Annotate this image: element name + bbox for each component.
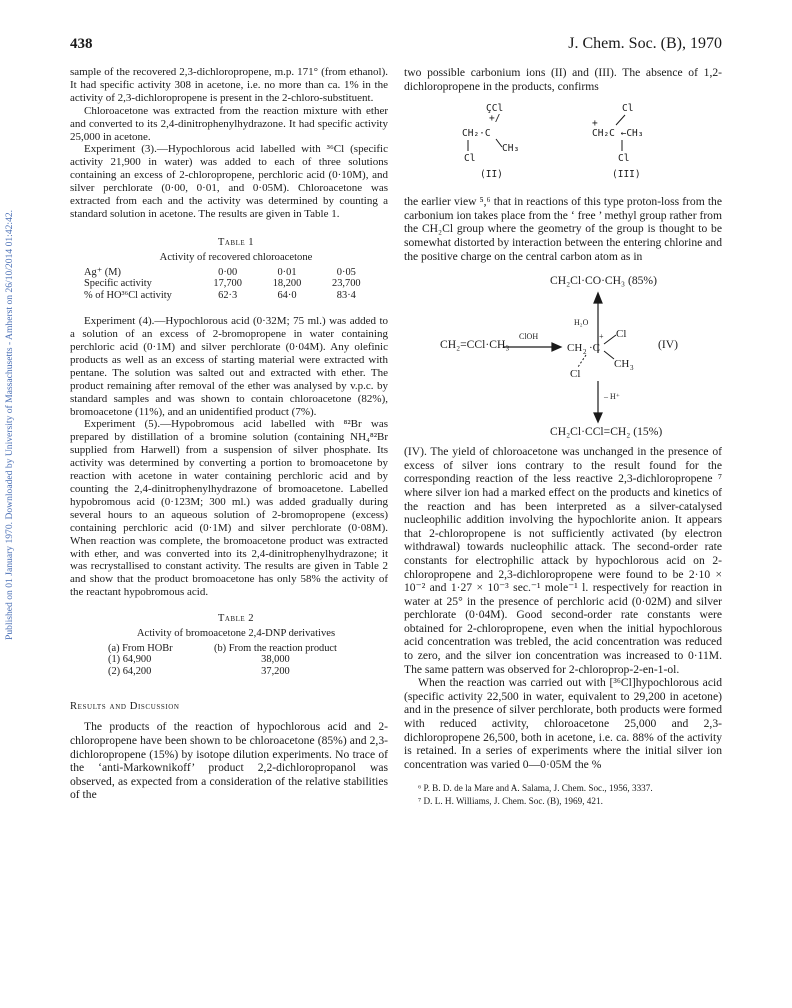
paragraph: Experiment (3).—Hypochlorous acid labelled with ³⁶Cl (specific activity 21,900 in water) was added to each of three solutions containing an excess of 2-chloropropene, perchloric acid (0·10M), and silver perchlorate (0·00, 0·01, and 0·05M). Chloroacetone was extracted from each and the activity was determined by counting a standard solution in acetone. The results are given in Table 1. <box>70 143 388 220</box>
table-row <box>104 643 341 655</box>
svg-text:+: + <box>599 332 604 342</box>
svg-text:CH₂C ←CH₃: CH₂C ←CH₃ <box>592 128 644 140</box>
svg-text:Cl: Cl <box>616 328 627 341</box>
table-cell: 0·00 <box>218 266 238 278</box>
paragraph: The products of the reaction of hypochlorous acid and 2-chloropropene have been shown to be chloroacetone (85%) and 2,3-dichloropropene (15%) by isotope dilution experiments. No trace of the ‘anti-Markownikoff’ product 2,2-dichloropropanol was observed, as expected from a consideration of the relative stabilities of the <box>70 720 388 802</box>
paragraph: Experiment (5).—Hypobromous acid labelled with ⁸²Br was prepared by distillation of a bromine solution (containing NH₄⁸²Br supplied from Harwell) from a suspension of silver phosphate. Its activity was determined by converting a portion to bromoacetone by reaction with acetone in water containing perchloric acid and by counting the 2,4-dinitrophenylhydrazone of bromoacetone. Labelled hypobromous acid (0·123M; 300 ml.) was added gradually during several hours to an aqueous solution of 2-bromopropene (excess) containing perchloric acid (0·1M) and silver perchlorate (0·08M). When reaction was complete, the bromoacetone product was extracted with ether, and was converted into its 2,4-dinitrophenylhydrazone; it was recrystallised to constant activity. The results are given in Table 2 and show that the product bromoacetone has only 58% the activity of the reactant hypobromous acid. <box>70 418 388 599</box>
table-2 <box>70 613 388 677</box>
table-row <box>80 267 376 279</box>
table-cell: Specific activity <box>84 278 152 290</box>
table-cell: 37,200 <box>261 665 290 677</box>
product-dichloropropene: CH₂Cl·CCl=CH₂ (15%) <box>550 425 663 439</box>
svg-text:+/: +/ <box>489 113 501 125</box>
table-cell: (1) 64,900 <box>108 654 152 666</box>
svg-text:CH: CH <box>567 342 583 355</box>
paragraph: two possible carbonium ions (II) and (III). The absence of 1,2-dichloropropene in the products, confirms <box>404 66 722 93</box>
paragraph: the earlier view ⁵,⁶ that in reactions of this type proton-loss from the carbonium ion takes place from the ‘ free ’ methyl group rather from the CH₂Cl group where the geometry of the group is thought to be somewhat distorted by interaction between the entering chlorine and the positive charge on the central carbon atom as in <box>404 195 722 263</box>
paragraph: (IV). The yield of chloroacetone was unchanged in the presence of excess of silver ions contrary to the result found for the corresponding reaction of the less reactive 2,3-dichloropropene ⁷ where silver ion had a marked effect on the products and kinetics of the reaction and has been interpreted as a silver-catalysed nucleophilic addition involving the hypochlorite anion. It appears that 2-chloropropene is not sufficiently activated (by electron withdrawal) towards nucleophilic attack. The second-order rate constants for electrophilic attack by hypochlorous acid on 2-chloropropene and 2,3-dichloropropene were found to be 2·10 × 10⁻² and 1·27 × 10⁻³ sec.⁻¹ mole⁻¹ l. respectively for reaction in water at 25° in the presence of perchloric acid (0·02M) and silver perchlorate (0·04M). Good second-order rate constants were obtained for 2-chloropropene, even when the initial hypochlorous acid concentration was trebled, the acid concentration was reduced to zero, and the silver ion concentration was increased to 0·11M. The same pattern was observed for 2-chloroprop-2-en-1-ol. <box>404 445 722 676</box>
table-row <box>80 278 376 290</box>
svg-text:CH₃: CH₃ <box>502 143 520 155</box>
table-cell: 64·0 <box>277 289 297 301</box>
table-cell: (a) From HOBr <box>108 642 173 654</box>
table-cell: 83·4 <box>336 289 356 301</box>
table-cell: (b) From the reaction product <box>214 642 337 654</box>
paragraph: Experiment (4).—Hypochlorous acid (0·32M; 75 ml.) was added to a solution of an excess of 2-bromopropene in water containing perchloric acid (0·1M) and silver perchlorate (0·04M). Any olefinic products as well as an excess of starting material were extracted with pentane. The solution was salted out and extracted with ether. The product remaining after removal of the ether was analysed by v.p.c. by standard samples and was shown to contain chloroacetone (82%), bromoacetone (11%), and an unidentified product (7%). <box>70 315 388 418</box>
table-caption: Activity of bromoacetone 2,4-DNP derivatives <box>136 628 336 640</box>
table-cell: 0·05 <box>336 266 356 278</box>
table-cell: 62·3 <box>218 289 238 301</box>
table-1 <box>70 237 388 301</box>
structure-ii-drawing <box>404 93 722 189</box>
svg-text:+: + <box>592 118 598 130</box>
section-heading: Results and Discussion <box>70 701 180 713</box>
table-row <box>104 654 341 666</box>
svg-text:2: 2 <box>583 348 587 357</box>
svg-text:CH: CH <box>614 358 630 371</box>
proton-loss: – H⁺ <box>604 392 620 402</box>
hypochlorous-reagent: ClOH <box>519 332 539 342</box>
right-column <box>404 66 722 807</box>
svg-text:Cl: Cl <box>570 368 581 381</box>
paragraph: sample of the recovered 2,3-dichloropropene, m.p. 171° (from ethanol). It had specific activity 308 in acetone, i.e. no more than ca. 1% in the activity of 2,3-dichloropropene is present in the 2-chloro-substituent. <box>70 66 388 104</box>
table-cell: 18,200 <box>272 278 302 290</box>
table-row <box>80 290 376 302</box>
table-cell: 38,000 <box>261 654 290 666</box>
footnote: ⁶ P. B. D. de la Mare and A. Salama, J. Chem. Soc., 1956, 3337. <box>418 783 653 794</box>
download-watermark <box>4 140 18 640</box>
journal-reference: J. Chem. Soc. (B), 1970 <box>568 35 722 52</box>
table-cell: 23,700 <box>332 278 361 290</box>
table-label: Table 2 <box>217 613 255 625</box>
table-cell: Ag⁺ (M) <box>84 266 121 278</box>
carbonium-ion-structures <box>404 93 722 189</box>
table-label: Table 1 <box>217 236 255 248</box>
reaction-arrows <box>404 271 722 443</box>
svg-text:3: 3 <box>630 364 634 373</box>
starting-olefin: CH₂=CCl·CH₃ <box>440 338 510 352</box>
table-row <box>104 666 341 678</box>
svg-text:Cl: Cl <box>464 153 476 165</box>
download-notice-text: Published on 01 January 1970. Downloaded by University of Massachusetts - Amherst on 26/10/2014 01:42:42. <box>4 209 15 640</box>
svg-text:CH₂·C: CH₂·C <box>462 128 491 140</box>
product-chloroacetone: CH₂Cl·CO·CH₃ (85%) <box>550 274 657 288</box>
table-cell: 0·01 <box>277 266 297 278</box>
label-ii: (II) <box>480 169 503 181</box>
table-cell: (2) 64,200 <box>108 665 152 677</box>
table-caption: Activity of recovered chloroacetone <box>159 251 313 263</box>
svg-text:Cl: Cl <box>622 103 634 115</box>
table1-grid <box>80 267 376 302</box>
page-number: 438 <box>70 36 93 52</box>
paragraph: Chloroacetone was extracted from the reaction mixture with ether and converted to its 2,4-dinitrophenylhydrazone. It had specific activity 25,000 in acetone. <box>70 104 388 143</box>
label-iii: (III) <box>612 169 641 181</box>
reaction-scheme <box>404 271 722 443</box>
table-cell: 17,700 <box>213 278 242 290</box>
svg-text:ÇCl: ÇCl <box>486 103 504 115</box>
left-column <box>70 66 388 802</box>
water-reagent: H₂O <box>574 318 589 328</box>
table2-grid <box>104 643 341 678</box>
footnote: ⁷ D. L. H. Williams, J. Chem. Soc. (B), 1969, 421. <box>418 796 603 807</box>
footnotes <box>404 783 722 807</box>
intermediate-label-iv: (IV) <box>658 338 678 352</box>
svg-text:Cl: Cl <box>618 153 630 165</box>
svg-text:·C: ·C <box>589 342 600 355</box>
table-cell: % of HO³⁶Cl activity <box>84 289 172 301</box>
paragraph: When the reaction was carried out with [³⁶Cl]hypochlorous acid (specific activity 22,500 in water, equivalent to 29,200 in acetone) and in the presence of silver perchlorate, both products were formed with reduced activity, chloroacetone 25,000 and 2,3-dichloropropene 26,500, both in acetone, i.e. ca. 88% of the activity is retained. In a series of experiments where the initial silver ion concentration was varied 0—0·05M the % <box>404 676 722 771</box>
